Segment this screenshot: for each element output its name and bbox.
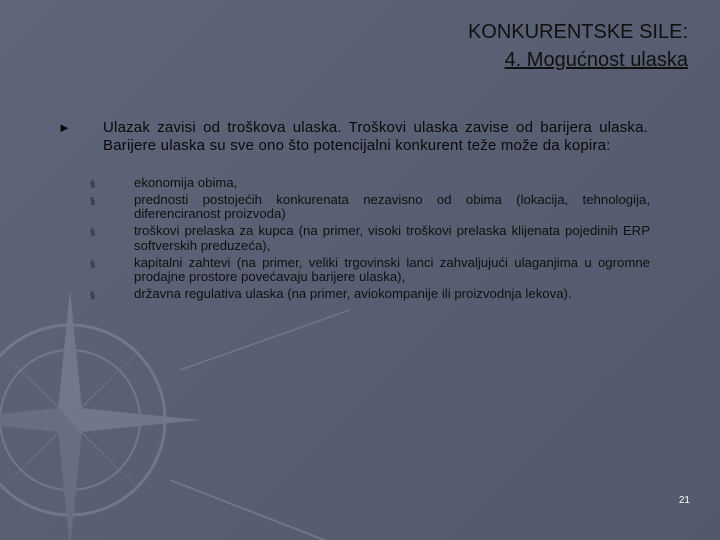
list-item xyxy=(90,193,650,222)
page-number: 21 xyxy=(678,495,690,506)
sub-bullet-list xyxy=(90,176,650,304)
small-square-bullet-icon: § xyxy=(90,258,96,269)
slide-title xyxy=(468,18,688,74)
list-item-text: državna regulativa ulaska (na primer, aviokompanije ili proizvodnja lekova). xyxy=(134,285,572,301)
list-item xyxy=(90,176,650,190)
small-square-bullet-icon: § xyxy=(90,227,96,238)
list-item-text: ekonomija obima, xyxy=(134,175,238,190)
list-item xyxy=(90,287,650,301)
title-line-1: KONKURENTSKE SILE: xyxy=(467,21,688,43)
small-square-bullet-icon: § xyxy=(90,289,96,300)
list-item-text: troškovi prelaska za kupca (na primer, visoki troškovi prelaska klijenata pojedinih ERP softverskih preduzeća), xyxy=(134,223,650,253)
main-paragraph: Ulazak zavisi od troškova ulaska. Troškovi ulaska zavise od barijera ulaska. Barijere ulaska su sve ono što potencijalni konkurent teže može da kopira: xyxy=(103,119,648,154)
title-line-2: 4. Mogućnost ulaska xyxy=(504,49,688,71)
list-item xyxy=(90,224,650,253)
small-square-bullet-icon: § xyxy=(90,179,96,189)
list-item xyxy=(90,256,650,285)
small-square-bullet-icon: § xyxy=(90,195,96,206)
triangle-right-icon: ► xyxy=(58,120,71,135)
list-item-text: kapitalni zahtevi (na primer, veliki trgovinski lanci zahvaljujući ulaganjima u ogromne prodajne prostore povećavaju barijere ulaska), xyxy=(134,254,650,284)
list-item-text: prednosti postojećih konkurenata nezavisno od obima (lokacija, tehnologija, diferenciranost proizvoda) xyxy=(134,191,650,222)
